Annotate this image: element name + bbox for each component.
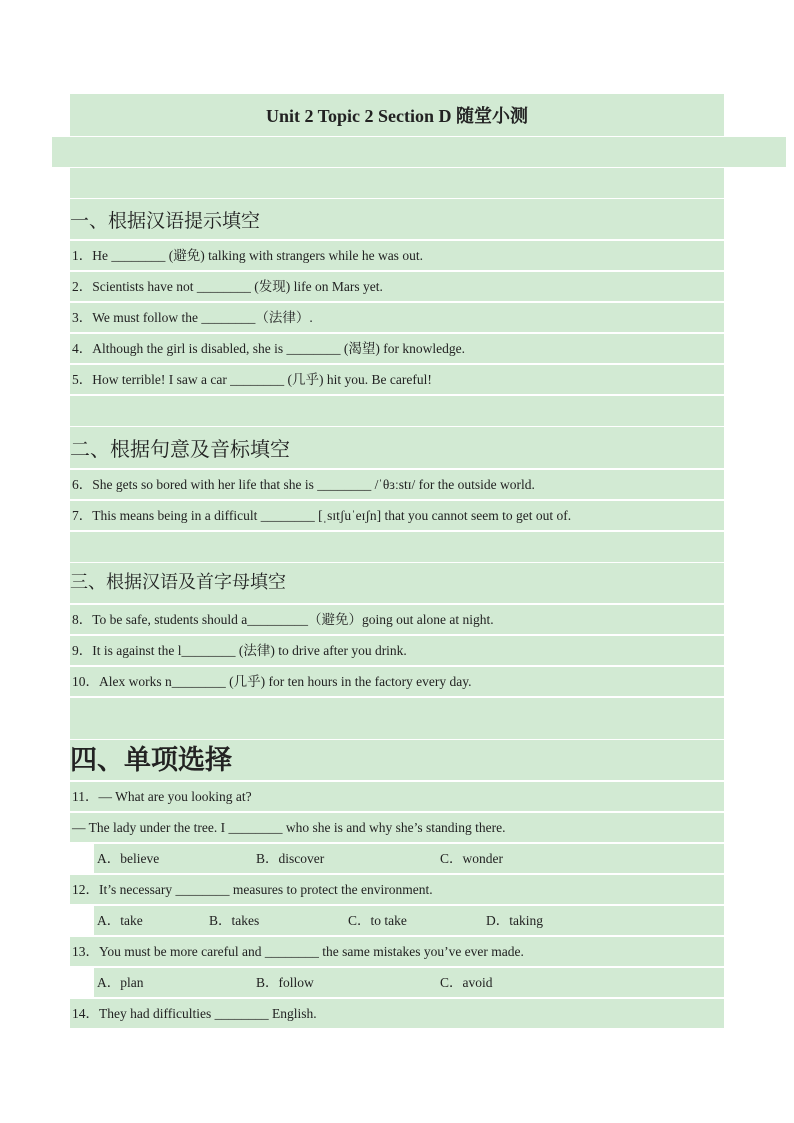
option-c[interactable]: C．to take bbox=[348, 913, 407, 928]
question-2: 2．Scientists have not ________ (发现) life on Mars yet. bbox=[70, 272, 724, 302]
indent-gap bbox=[70, 968, 94, 998]
section-heading-1: 一、根据汉语提示填空 bbox=[70, 199, 724, 240]
indent-gap bbox=[70, 906, 94, 936]
question-8: 8．To be safe, students should a_________（避免）going out alone at night. bbox=[70, 605, 724, 635]
indent-gap bbox=[70, 844, 94, 874]
question-1: 1．He ________ (避免) talking with strangers while he was out. bbox=[70, 241, 724, 271]
spacer-band bbox=[70, 532, 724, 562]
option-a[interactable]: A．plan bbox=[97, 975, 144, 990]
question-7: 7．This means being in a difficult ________ [ˌsɪtʃuˈeɪʃn] that you cannot seem to get out of. bbox=[70, 501, 724, 531]
spacer-band bbox=[70, 168, 724, 198]
question-13: 13．You must be more careful and ________ the same mistakes you’ve ever made. bbox=[70, 937, 724, 967]
option-b[interactable]: B．takes bbox=[209, 913, 260, 928]
spacer-band bbox=[70, 698, 724, 739]
question-11-reply: — The lady under the tree. I ________ who she is and why she’s standing there. bbox=[70, 813, 724, 843]
option-d[interactable]: D．taking bbox=[486, 913, 543, 928]
question-14: 14．They had difficulties ________ English. bbox=[70, 999, 724, 1029]
question-5: 5．How terrible! I saw a car ________ (几乎) hit you. Be careful! bbox=[70, 365, 724, 395]
option-b[interactable]: B．discover bbox=[256, 851, 325, 866]
section-heading-4: 四、单项选择 bbox=[70, 740, 724, 781]
section-heading-3: 三、根据汉语及首字母填空 bbox=[70, 563, 724, 604]
question-12: 12．It’s necessary ________ measures to protect the environment. bbox=[70, 875, 724, 905]
option-c[interactable]: C．wonder bbox=[440, 851, 503, 866]
option-a[interactable]: A．believe bbox=[97, 851, 160, 866]
question-11-options bbox=[70, 844, 724, 874]
spacer-band bbox=[70, 396, 724, 426]
section-heading-2: 二、根据句意及音标填空 bbox=[70, 427, 724, 469]
question-3: 3．We must follow the ________（法律）. bbox=[70, 303, 724, 333]
option-c[interactable]: C．avoid bbox=[440, 975, 493, 990]
question-4: 4．Although the girl is disabled, she is ________ (渴望) for knowledge. bbox=[70, 334, 724, 364]
option-b[interactable]: B．follow bbox=[256, 975, 314, 990]
page-title: Unit 2 Topic 2 Section D 随堂小测 bbox=[70, 94, 724, 136]
question-10: 10．Alex works n________ (几乎) for ten hours in the factory every day. bbox=[70, 667, 724, 697]
question-9: 9．It is against the l________ (法律) to drive after you drink. bbox=[70, 636, 724, 666]
question-13-options bbox=[70, 968, 724, 998]
question-12-options bbox=[70, 906, 724, 936]
question-11: 11．— What are you looking at? bbox=[70, 782, 724, 812]
option-a[interactable]: A．take bbox=[97, 913, 143, 928]
title-band bbox=[52, 137, 786, 167]
question-6: 6．She gets so bored with her life that she is ________ /ˈθɜːstɪ/ for the outside world. bbox=[70, 470, 724, 500]
